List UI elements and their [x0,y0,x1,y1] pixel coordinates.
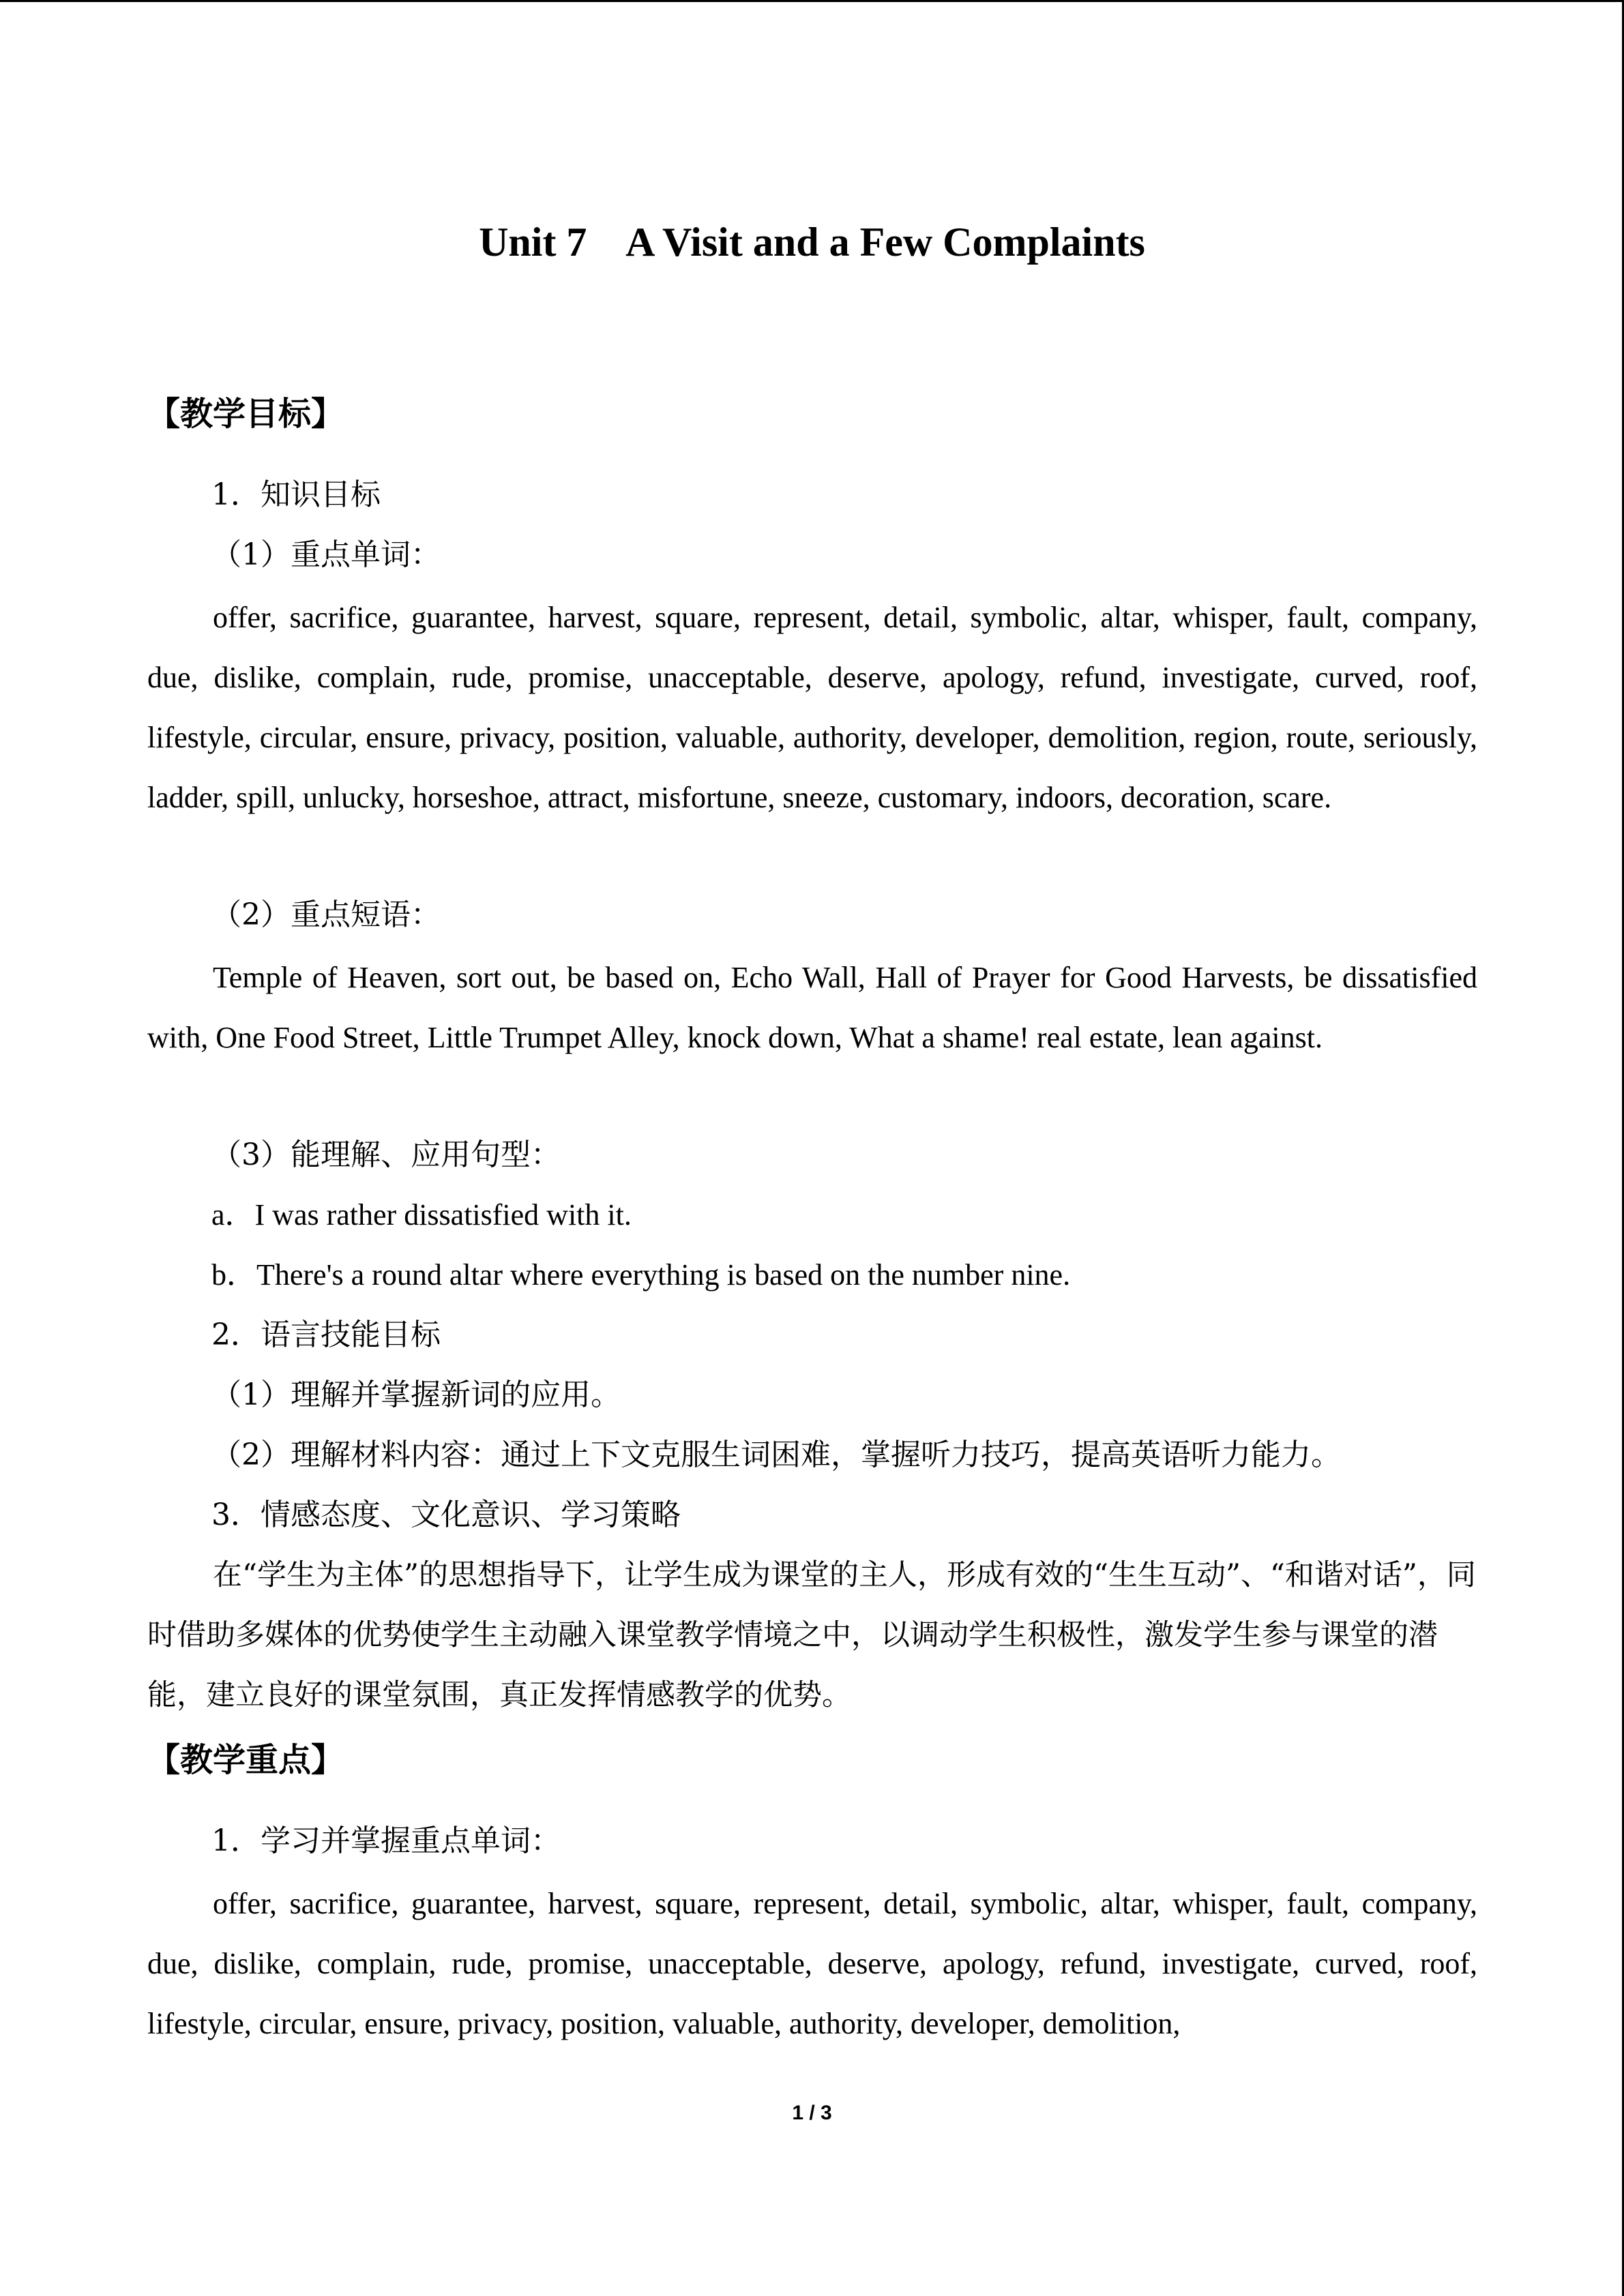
knowledge-goal-heading: 1．知识目标 [211,477,381,512]
sentence-patterns-label: （3）能理解、应用句型： [211,1137,561,1172]
attitude-goal-heading: 3．情感态度、文化意识、学习策略 [211,1497,681,1532]
sentence-b: b．There's a round altar where everything is based on the number nine. [211,1258,1071,1292]
skills-goal-heading: 2．语言技能目标 [211,1317,441,1352]
page-number: 1 / 3 [792,2102,832,2124]
key-points-words-paragraph: offer, sacrifice, guarantee, harvest, square, represent, detail, symbolic, altar, whisper, fault, company, due, dislike, complain, rude, promise, unacceptable, deserve, apology, refund, investigate, curved, roof, lifestyle, circular, ensure, privacy, position, valuable, authority, developer, demolition, [147,1887,1477,2040]
section-heading-key-points: 【教学重点】 [147,1741,344,1779]
section-heading-objectives: 【教学目标】 [147,395,344,433]
attitude-paragraph: 在“学生为主体”的思想指导下，让学生成为课堂的主人，形成有效的“生生互动”、“和谐对话”，同时借助多媒体的优势使学生主动融入课堂教学情境之中，以调动学生积极性，激发学生参与课堂的潜能，建立良好的课堂氛围，真正发挥情感教学的优势。 [147,1558,1476,1712]
top-border [0,0,1624,2]
key-points-item-1: 1．学习并掌握重点单词： [211,1823,561,1858]
skill-item-2: （2）理解材料内容：通过上下文克服生词困难，掌握听力技巧，提高英语听力能力。 [211,1437,1341,1472]
key-phrases-paragraph: Temple of Heaven, sort out, be based on, Echo Wall, Hall of Prayer for Good Harvests, be dissatisfied with, One Food Street, Little Trumpet Alley, knock down, What a shame! real estate, lean against. [147,961,1477,1054]
page-title: Unit 7 A Visit and a Few Complaints [479,220,1145,265]
key-words-label: （1）重点单词： [211,537,441,572]
key-phrases-label: （2）重点短语： [211,897,441,932]
key-words-paragraph: offer, sacrifice, guarantee, harvest, square, represent, detail, symbolic, altar, whisper, fault, company, due, dislike, complain, rude, promise, unacceptable, deserve, apology, refund, investigate, curved, roof, lifestyle, circular, ensure, privacy, position, valuable, authority, developer, demolition, region, route, seriously, ladder, spill, unlucky, horseshoe, attract, misfortune, sneeze, customary, indoors, decoration, scare. [147,601,1477,814]
sentence-a: a．I was rather dissatisfied with it. [211,1198,632,1232]
skill-item-1: （1）理解并掌握新词的应用。 [211,1377,621,1412]
